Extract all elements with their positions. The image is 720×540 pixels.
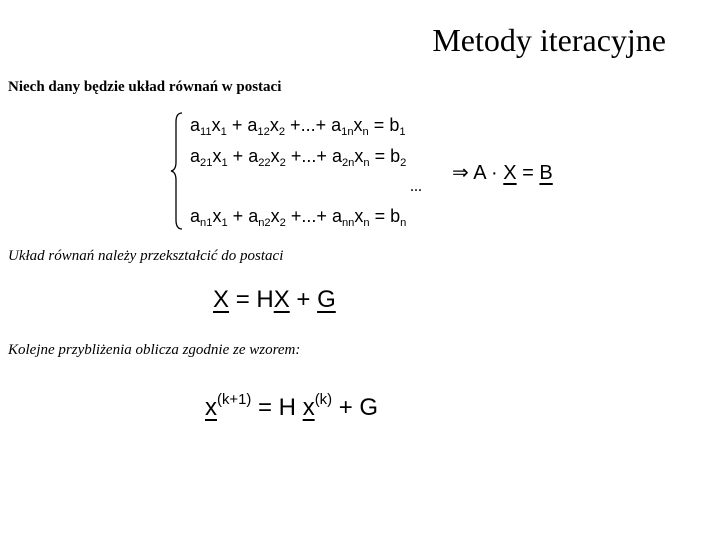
iteration-formula: $x^{(k+1)} = H$ $x^{(k)} + G$ [205,392,379,422]
matrix-form: ⇒ A · X = B [452,162,553,184]
equation-row-n: $a_{n1}x_1 + a_{n2}x_2$ +...+ $a_{nn}x_n = b_n$ [190,206,407,229]
system-middle-dots: ... [410,178,422,195]
approximation-text: Kolejne przybliżenia oblicza zgodnie ze wzorem: [8,342,301,358]
equation-row-2: $a_{21}x_1 + a_{22}x_2$ +...+ $a_{2n}x_n = b_2$ [190,146,407,169]
intro-text: Niech dany będzie układ równań w postaci [8,79,282,95]
transform-text: Układ równań należy przekształcić do postaci [8,248,284,264]
slide-title: Metody iteracyjne [432,22,666,58]
iteration-form-equation: X = HX + G [213,286,336,313]
equation-row-1: $a_{11}x_1 + a_{12}x_2$ +...+ $a_{1n}x_n = b_1$ [190,115,406,138]
implies-icon: ⇒ [452,162,469,184]
left-brace-icon [170,112,184,230]
